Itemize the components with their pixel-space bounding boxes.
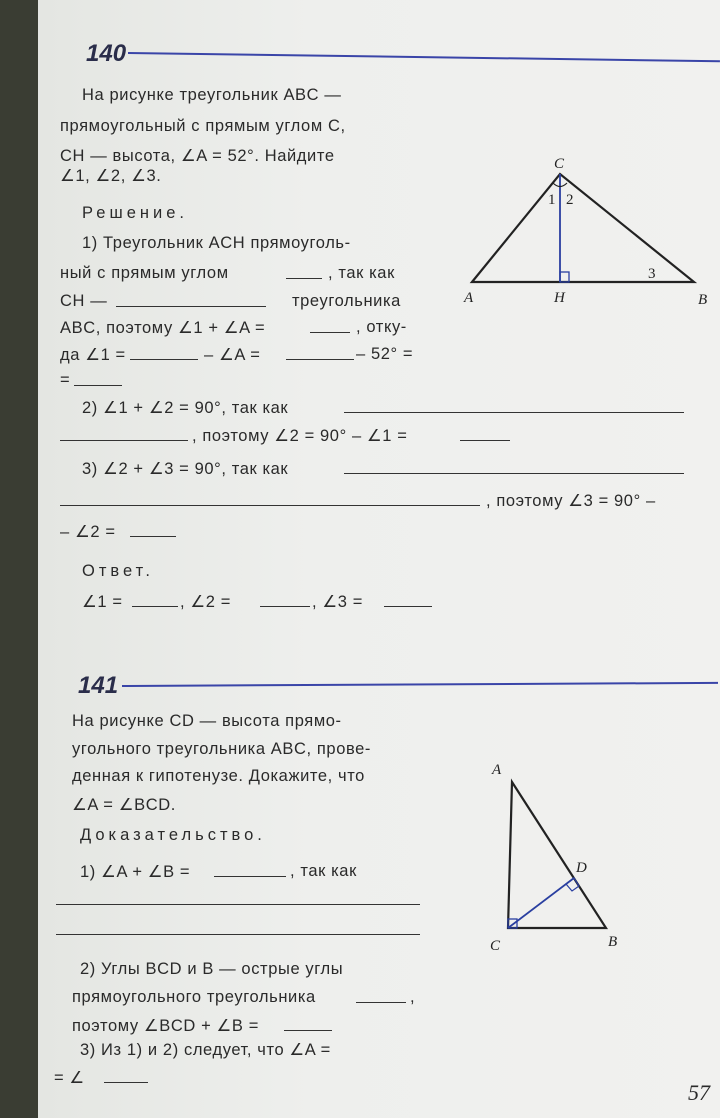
vertex-a-label: A bbox=[492, 762, 502, 778]
answer-blank[interactable] bbox=[284, 1030, 332, 1031]
proof-heading: Доказательство. bbox=[80, 826, 266, 844]
angle-3-label: 3 bbox=[648, 266, 656, 282]
statement-line: На рисунке CD — высота прямо- bbox=[72, 712, 342, 730]
step-1-text: да ∠1 = bbox=[60, 346, 126, 364]
answer-blank[interactable] bbox=[130, 536, 176, 537]
step-1-line: 1) Треугольник ACH прямоуголь- bbox=[82, 234, 351, 252]
proof-step-2: прямоугольного треугольника bbox=[72, 988, 316, 1006]
angle-2-label: 2 bbox=[566, 192, 574, 208]
angle-1-label: 1 bbox=[548, 192, 556, 208]
statement-line: прямоугольный с прямым углом C, bbox=[60, 117, 346, 135]
step-1-text: – 52° = bbox=[356, 345, 414, 363]
step-1-text: ный с прямым углом bbox=[60, 264, 229, 282]
step-3-text: – ∠2 = bbox=[60, 523, 116, 541]
proof-step-1: 1) ∠A + ∠B = bbox=[80, 863, 191, 881]
header-rule-140 bbox=[128, 52, 720, 62]
answer-blank[interactable] bbox=[310, 332, 350, 333]
answer-blank[interactable] bbox=[56, 934, 420, 935]
statement-line: ∠A = ∠BCD. bbox=[72, 796, 176, 814]
step-1-text: CH — bbox=[60, 292, 108, 310]
step-3-text: 3) ∠2 + ∠3 = 90°, так как bbox=[82, 460, 289, 478]
step-1-text: – ∠A = bbox=[204, 346, 261, 364]
proof-step-2: 2) Углы BCD и B — острые углы bbox=[80, 960, 344, 978]
statement-line: ∠1, ∠2, ∠3. bbox=[60, 167, 162, 185]
statement-line: На рисунке треугольник ABC — bbox=[82, 86, 342, 104]
problem-number-141: 141 bbox=[78, 672, 119, 699]
answer-blank[interactable] bbox=[260, 606, 310, 607]
step-1-text: , отку- bbox=[356, 318, 407, 336]
step-1-text: = bbox=[60, 371, 71, 389]
statement-line: угольного треугольника ABC, прове- bbox=[72, 740, 372, 758]
answer-blank[interactable] bbox=[460, 440, 510, 441]
vertex-b-label: B bbox=[608, 934, 618, 950]
proof-step-3: = ∠ bbox=[54, 1069, 85, 1087]
answer-blank[interactable] bbox=[60, 505, 480, 506]
answer-blank[interactable] bbox=[384, 606, 432, 607]
answer-blank[interactable] bbox=[344, 412, 684, 413]
header-rule-141 bbox=[122, 682, 718, 687]
vertex-c-label: C bbox=[554, 156, 565, 172]
answer-blank[interactable] bbox=[132, 606, 178, 607]
answer-text: , ∠2 = bbox=[180, 593, 231, 611]
problem-number-140: 140 bbox=[86, 40, 127, 67]
triangle-figure-140 bbox=[458, 150, 718, 310]
triangle-figure-141 bbox=[478, 760, 678, 960]
answer-blank[interactable] bbox=[214, 876, 286, 877]
answer-blank[interactable] bbox=[116, 306, 266, 307]
answer-blank[interactable] bbox=[344, 473, 684, 474]
vertex-c-label: C bbox=[490, 938, 501, 954]
step-1-text: ABC, поэтому ∠1 + ∠A = bbox=[60, 319, 266, 337]
vertex-b-label: B bbox=[698, 292, 708, 308]
vertex-d-label: D bbox=[576, 860, 587, 876]
proof-step-3: 3) Из 1) и 2) следует, что ∠A = bbox=[80, 1041, 331, 1059]
step-1-text: , так как bbox=[328, 264, 395, 282]
answer-text: , ∠3 = bbox=[312, 593, 363, 611]
page-number: 57 bbox=[688, 1080, 710, 1105]
textbook-page bbox=[38, 0, 720, 1118]
answer-blank[interactable] bbox=[286, 278, 322, 279]
answer-heading: Ответ. bbox=[82, 562, 154, 580]
answer-text: ∠1 = bbox=[82, 593, 123, 611]
proof-step-2: , bbox=[410, 988, 416, 1006]
answer-blank[interactable] bbox=[130, 359, 198, 360]
statement-line: денная к гипотенузе. Докажите, что bbox=[72, 767, 365, 785]
vertex-a-label: A bbox=[464, 290, 474, 306]
answer-blank[interactable] bbox=[286, 359, 354, 360]
step-3-text: , поэтому ∠3 = 90° – bbox=[486, 492, 656, 510]
answer-blank[interactable] bbox=[60, 440, 188, 441]
answer-blank[interactable] bbox=[74, 385, 122, 386]
answer-blank[interactable] bbox=[56, 904, 420, 905]
step-1-text: треугольника bbox=[292, 292, 401, 310]
solution-heading: Решение. bbox=[82, 204, 188, 222]
step-2-text: , поэтому ∠2 = 90° – ∠1 = bbox=[192, 427, 408, 445]
step-2-text: 2) ∠1 + ∠2 = 90°, так как bbox=[82, 399, 289, 417]
answer-blank[interactable] bbox=[104, 1082, 148, 1083]
statement-line: CH — высота, ∠A = 52°. Найдите bbox=[60, 147, 335, 165]
proof-step-1: , так как bbox=[290, 862, 357, 880]
answer-blank[interactable] bbox=[356, 1002, 406, 1003]
vertex-h-label: H bbox=[554, 290, 565, 306]
proof-step-2: поэтому ∠BCD + ∠B = bbox=[72, 1017, 259, 1035]
